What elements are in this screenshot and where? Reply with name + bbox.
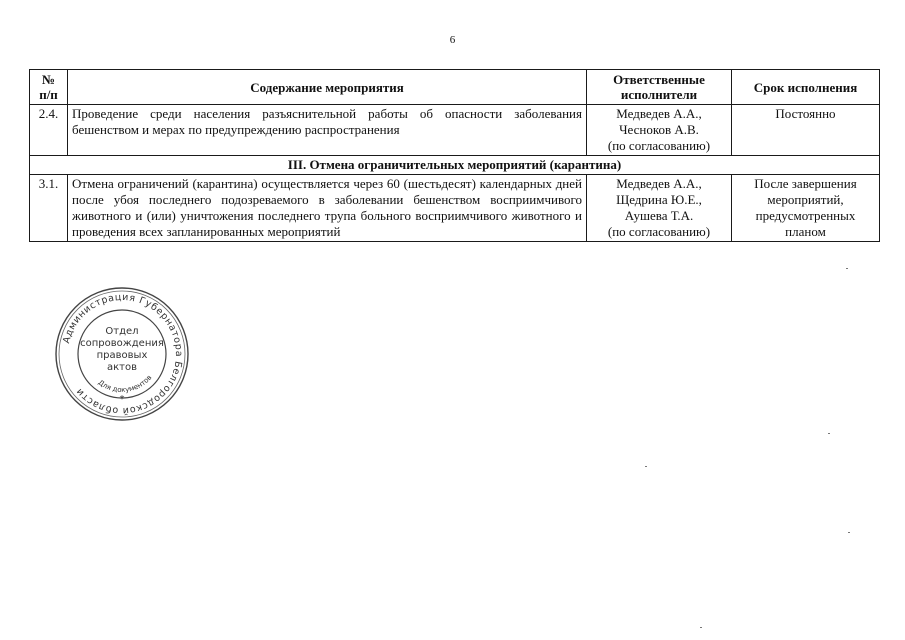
header-num: № п/п xyxy=(30,70,68,105)
stamp-center-text: Отдел сопровождения правовых актов xyxy=(80,326,164,373)
official-stamp xyxy=(53,286,191,422)
row-deadline: Постоянно xyxy=(732,105,880,156)
header-responsible: Ответственные исполнители xyxy=(587,70,732,105)
row-content: Отмена ограничений (карантина) осуществляется через 60 (шестьдесят) календарных дней после убоя последнего подозреваемого в заболевании бешенством восприимчивого животного и (или) уничтожения последнего трупа больного восприимчивого животного и проведения всех запланированных мероприятий xyxy=(68,175,587,242)
row-responsible: Медведев А.А., Чесноков А.В. (по согласованию) xyxy=(587,105,732,156)
stamp-star: * xyxy=(119,394,125,405)
scan-speck xyxy=(848,532,850,533)
table-row xyxy=(30,175,880,242)
measures-table xyxy=(29,69,880,242)
row-num: 3.1. xyxy=(30,175,68,242)
section-row xyxy=(30,156,880,175)
row-deadline: После завершения мероприятий, предусмотренных планом xyxy=(732,175,880,242)
header-deadline: Срок исполнения xyxy=(732,70,880,105)
table-row xyxy=(30,105,880,156)
stamp-inner-text: Для документов xyxy=(96,373,154,395)
row-responsible: Медведев А.А., Щедрина Ю.Е., Аушева Т.А. (по согласованию) xyxy=(587,175,732,242)
stamp-outer-text: Администрация Губернатора Белгородской области xyxy=(61,291,185,417)
row-content: Проведение среди населения разъяснительной работы об опасности заболевания бешенством и мерах по предупреждению распространения xyxy=(68,105,587,156)
table-header-row xyxy=(30,70,880,105)
section-title: III. Отмена ограничительных мероприятий (карантина) xyxy=(30,156,880,175)
scan-speck xyxy=(700,627,702,628)
header-content: Содержание мероприятия xyxy=(68,70,587,105)
scan-speck xyxy=(828,433,830,434)
page-number: 6 xyxy=(449,34,456,46)
scan-speck xyxy=(645,466,647,467)
row-num: 2.4. xyxy=(30,105,68,156)
scan-speck xyxy=(846,268,848,269)
